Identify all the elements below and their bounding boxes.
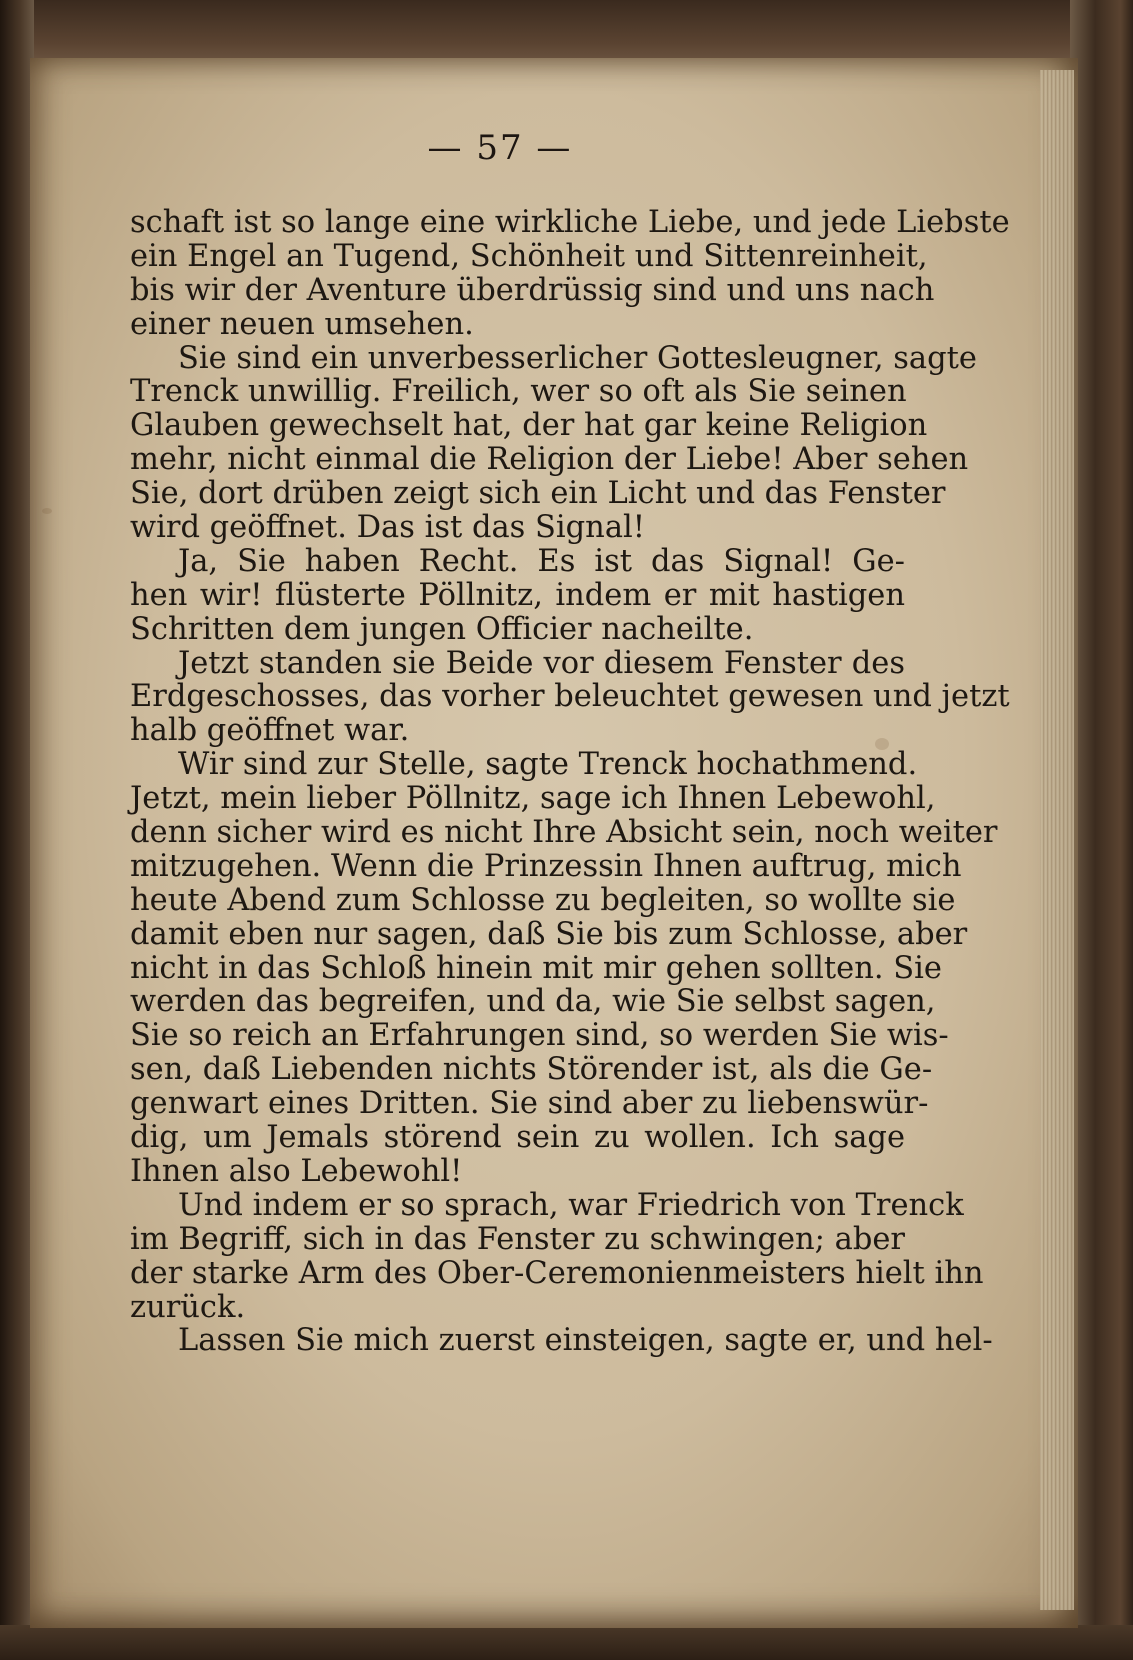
book-cover-left: [0, 0, 34, 1660]
text-line: ein Engel an Tugend, Schönheit und Sittenreinheit,: [130, 238, 928, 274]
text-line: Jetzt standen sie Beide vor diesem Fenster des: [178, 645, 905, 681]
text-line: mitzugehen. Wenn die Prinzessin Ihnen auftrug, mich: [130, 848, 962, 884]
text-line: einer neuen umsehen.: [130, 306, 474, 342]
text-line: halb geöffnet war.: [130, 713, 410, 749]
text-line: werden das begreifen, und da, wie Sie selbst sagen,: [130, 984, 936, 1020]
text-line: mehr, nicht einmal die Religion der Liebe! Aber sehen: [130, 442, 969, 478]
text-line: nicht in das Schloß hinein mit mir gehen sollten. Sie: [130, 950, 942, 986]
text-line: Sie so reich an Erfahrungen sind, so werden Sie wis-: [130, 1018, 949, 1054]
book-cover-top: [0, 0, 1133, 62]
text-line: Sie sind ein unverbesserlicher Gottesleugner, sagte: [178, 340, 977, 376]
text-line: damit eben nur sagen, daß Sie bis zum Schlosse, aber: [130, 916, 968, 952]
text-line: Trenck unwillig. Freilich, wer so oft als Sie seinen: [130, 374, 907, 410]
text-line: Sie, dort drüben zeigt sich ein Licht und das Fenster: [130, 476, 946, 512]
text-line: Wir sind zur Stelle, sagte Trenck hochathmend.: [178, 747, 918, 783]
text-line: denn sicher wird es nicht Ihre Absicht sein, noch weiter: [130, 815, 998, 851]
page-edge-stack: [1040, 70, 1074, 1610]
text-line: Erdgeschosses, das vorher beleuchtet gewesen und jetzt: [130, 679, 1010, 715]
text-line: Schritten dem jungen Officier nacheilte.: [130, 611, 754, 647]
book-cover-bottom: [0, 1625, 1133, 1660]
text-line: zurück.: [130, 1289, 246, 1325]
text-line: Ja, Sie haben Recht. Es ist das Signal! Ge-: [178, 543, 905, 579]
book-cover-right: [1070, 0, 1133, 1660]
page-number: — 57 —: [427, 128, 573, 168]
text-line: Lassen Sie mich zuerst einsteigen, sagte er, und hel-: [178, 1323, 993, 1359]
text-line: hen wir! flüsterte Pöllnitz, indem er mit hastigen: [130, 577, 905, 613]
text-line: schaft ist so lange eine wirkliche Liebe, und jede Liebste: [130, 205, 1010, 240]
text-line: genwart eines Dritten. Sie sind aber zu liebenswür-: [130, 1086, 929, 1122]
text-line: dig, um Jemals störend sein zu wollen. Ich sage: [130, 1120, 905, 1156]
text-line: Jetzt, mein lieber Pöllnitz, sage ich Ihnen Lebewohl,: [130, 781, 936, 817]
text-line: wird geöffnet. Das ist das Signal!: [130, 510, 646, 546]
text-line: Glauben gewechselt hat, der hat gar keine Religion: [130, 408, 928, 444]
text-line: sen, daß Liebenden nichts Störender ist, als die Ge-: [130, 1052, 933, 1088]
text-line: Ihnen also Lebewohl!: [130, 1153, 463, 1189]
text-line: der starke Arm des Ober-Ceremonienmeisters hielt ihn: [130, 1255, 984, 1291]
paper-stain: [42, 508, 52, 514]
text-line: im Begriff, sich in das Fenster zu schwingen; aber: [130, 1221, 905, 1257]
text-line: Und indem er so sprach, war Friedrich von Trenck: [178, 1187, 964, 1223]
page-text: [130, 205, 1010, 1359]
text-line: bis wir der Aventure überdrüssig sind und uns nach: [130, 272, 935, 308]
text-line: heute Abend zum Schlosse zu begleiten, so wollte sie: [130, 882, 956, 918]
